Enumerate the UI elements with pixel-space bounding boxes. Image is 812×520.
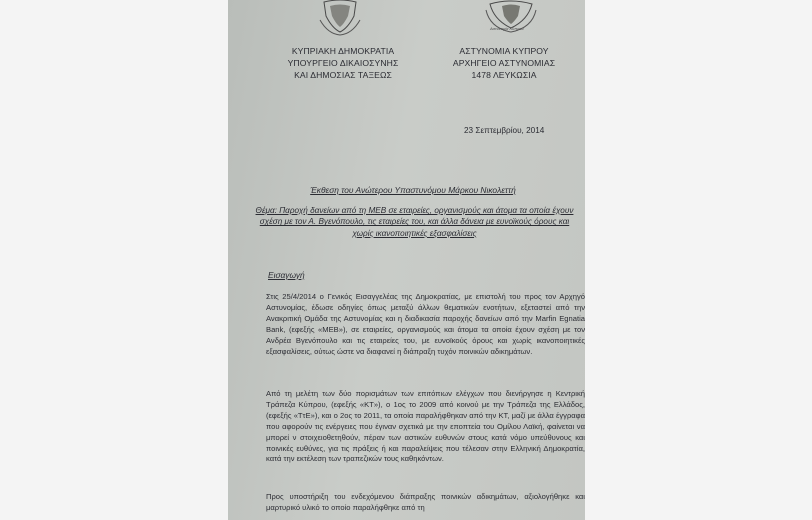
police-header-line: 1478 ΛΕΥΚΩΣΙΑ	[471, 70, 537, 80]
body-paragraph: Στις 25/4/2014 ο Γενικός Εισαγγελέας της Δημοκρατίας, με επιστολή του προς τον Αρχηγό Αστυνομίας, έδωσε οδηγίες όπως μεταξύ άλλων θεματικών ενοτήτων, εξεταστεί από την Ανακριτική Ομάδα της Αστυνομίας και η διαδικασία παροχής δανείων από την Marfin Egnatia Bank, (εφεξής «ΜΕΒ»), σε εταιρείες, οργανισμούς και άτομα τα οποία έχουν σχέση με τον Ανδρέα Βγενόπουλο και τις εταιρείες του, με ευνοϊκούς όρους και χωρίς ικανοποιητικές εξασφαλίσεις, ούτως ώστε να διαφανεί η διάπραξη τυχόν ποινικών αδικημάτων.	[266, 292, 585, 356]
report-subject: Θέμα: Παροχή δανείων από τη ΜΕΒ σε εταιρείες, οργανισμούς και άτομα τα οποία έχουν σχέση με τον Α. Βγενόπουλο, τις εταιρείες του, και άλλα δάνεια με ευνοϊκούς όρους και χωρίς ικανοποιητικές εξασφαλίσεις	[255, 206, 574, 238]
ministry-header-line: ΚΑΙ ΔΗΜΟΣΙΑΣ ΤΑΞΕΩΣ	[294, 70, 392, 80]
police-header-line: ΑΣΤΥΝΟΜΙΑ ΚΥΠΡΟΥ	[459, 46, 549, 56]
body-paragraph: Από τη μελέτη των δύο πορισμάτων των επιτόπιων ελέγχων που διενήργησε η Κεντρική Τράπεζα Κύπρου, (εφεξής «ΚΤ»), ο 1ος το 2009 από κοινού με την Τράπεζα της Ελλάδος, (εφεξής «ΤτΕ»), και ο 2ος το 2011, τα οποία παραλήφθηκαν από την ΚΤ, μαζί με άλλα έγγραφα που αφορούν τις ενέργειες που έγιναν σχετικά με την εποπτεία του Ομίλου Λαϊκή, φαίνεται να μπορεί ν στοιχειοθετηθούν, πέραν των αστικών ευθυνών στους κατά νόμο υπεύθυνους και ποινικές ευθύνες, για τις πράξεις ή και παραλείψεις που τέλεσαν στην Ελληνική Δημοκρατία, κατά την εκτέλεση των τραπεζικών τους καθηκόντων.	[266, 389, 585, 464]
section-heading: Εισαγωγή	[268, 270, 305, 280]
left-margin-background	[0, 0, 228, 520]
cyprus-coat-of-arms-icon	[318, 0, 362, 36]
document-page	[228, 0, 585, 520]
report-title: Έκθεση του Ανώτερου Υπαστυνόμου Μάρκου Νικολεττή	[310, 185, 516, 195]
right-margin-background	[585, 0, 812, 520]
document-date: 23 Σεπτεμβρίου, 2014	[464, 126, 545, 135]
police-header-line: ΑΡΧΗΓΕΙΟ ΑΣΤΥΝΟΜΙΑΣ	[452, 58, 556, 68]
police-header	[443, 45, 565, 81]
police-emblem-caption: Αστυνομία Κύπρου	[490, 26, 524, 31]
body-paragraph: Προς υποστήριξη του ενδεχόμενου διάπραξης ποινικών αδικημάτων, αξιολογήθηκε και μαρτυρικό υλικό το οποίο παραλήφθηκε από τη	[266, 492, 585, 512]
ministry-header-line: ΚΥΠΡΙΑΚΗ ΔΗΜΟΚΡΑΤΙΑ	[291, 46, 395, 56]
ministry-header-line: ΥΠΟΥΡΓΕΙΟ ΔΙΚΑΙΟΣΥΝΗΣ	[287, 58, 399, 68]
police-emblem-icon	[482, 0, 540, 38]
ministry-header	[268, 45, 418, 81]
